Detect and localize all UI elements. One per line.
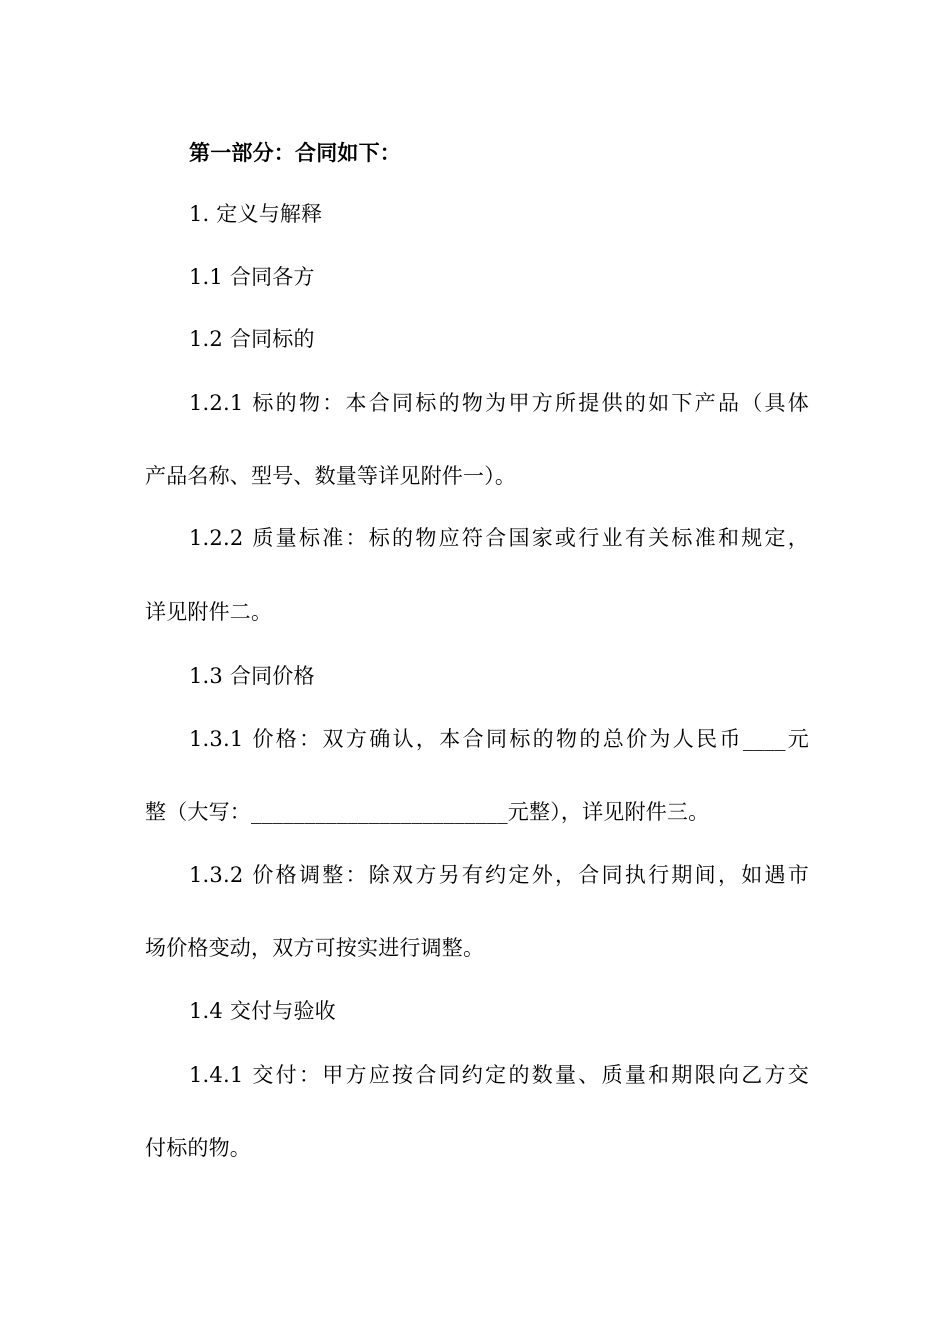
clause-1-2: 1.2 合同标的 xyxy=(189,327,315,351)
clause-1-1: 1.1 合同各方 xyxy=(189,265,315,289)
clause-1-2-2-line-2: 详见附件二。 xyxy=(145,600,273,624)
clause-1: 1. 定义与解释 xyxy=(189,202,323,226)
clause-1-4: 1.4 交付与验收 xyxy=(189,999,336,1023)
clause-1-2-1-line-2: 产品名称、型号、数量等详见附件一）。 xyxy=(145,464,517,488)
clause-1-3: 1.3 合同价格 xyxy=(189,664,315,688)
clause-1-4-1-line-2: 付标的物。 xyxy=(145,1136,251,1160)
clause-1-2-1-line-1: 1.2.1 标的物：本合同标的物为甲方所提供的如下产品（具体 xyxy=(189,391,809,415)
section-heading: 第一部分：合同如下： xyxy=(189,140,401,165)
clause-1-3-1-line-1: 1.3.1 价格：双方确认，本合同标的物的总价为人民币____元 xyxy=(189,727,809,751)
clause-1-3-1-line-2: 整（大写：________________________元整），详见附件三。 xyxy=(145,800,710,824)
clause-1-3-2-line-2: 场价格变动，双方可按实进行调整。 xyxy=(145,936,485,960)
clause-1-3-2-line-1: 1.3.2 价格调整：除双方另有约定外，合同执行期间，如遇市 xyxy=(189,863,809,887)
clause-1-2-2-line-1: 1.2.2 质量标准：标的物应符合国家或行业有关标准和规定， xyxy=(189,526,809,550)
clause-1-4-1-line-1: 1.4.1 交付：甲方应按合同约定的数量、质量和期限向乙方交 xyxy=(189,1063,809,1087)
